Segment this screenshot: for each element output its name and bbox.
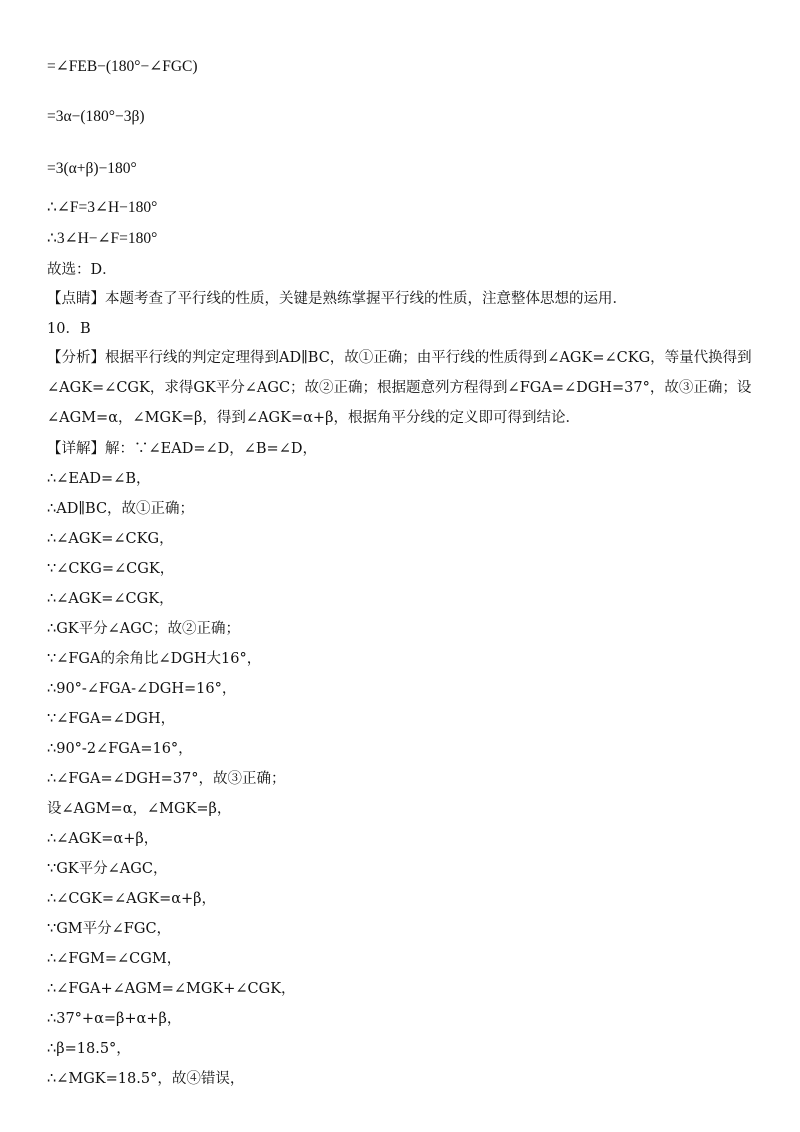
solution-line-9: ∴90°-∠FGA-∠DGH=16°， xyxy=(47,681,237,697)
analysis-line-3: ∠AGM=α，∠MGK=β，得到∠AGK=α+β，根据角平分线的定义即可得到结论． xyxy=(47,410,580,426)
solution-line-3: ∴AD∥BC，故①正确； xyxy=(47,501,195,517)
solution-line-4: ∴∠AGK=∠CKG， xyxy=(47,531,174,547)
solution-line-2: ∴∠EAD=∠B， xyxy=(47,471,151,487)
answer-choice-line: 故选：D． xyxy=(47,262,117,278)
solution-line-19: ∴∠FGA+∠AGM=∠MGK+∠CGK， xyxy=(47,981,296,997)
solution-line-18: ∴∠FGM=∠CGM， xyxy=(47,951,182,967)
equation-line-2: =3α−(180°−3β) xyxy=(47,108,145,125)
solution-line-12: ∴∠FGA=∠DGH=37°，故③正确； xyxy=(47,771,286,787)
solution-line-8: ∵∠FGA的余角比∠DGH大16°， xyxy=(47,651,262,667)
question-number: 10．B xyxy=(47,321,91,337)
solution-line-1: 【详解】解：∵∠EAD=∠D，∠B=∠D， xyxy=(47,441,317,457)
solution-line-17: ∵GM平分∠FGC， xyxy=(47,921,172,937)
conclusion-line-2: ∴3∠H−∠F=180° xyxy=(47,230,158,247)
solution-line-22: ∴∠MGK=18.5°，故④错误， xyxy=(47,1071,245,1087)
solution-line-16: ∴∠CGK=∠AGK=α+β， xyxy=(47,891,217,907)
analysis-line-2: ∠AGK=∠CGK，求得GK平分∠AGC；故②正确；根据题意列方程得到∠FGA=∠DGH=37°，故③正确；设 xyxy=(47,380,752,396)
solution-line-14: ∴∠AGK=α+β， xyxy=(47,831,159,847)
solution-line-5: ∵∠CKG=∠CGK， xyxy=(47,561,175,577)
solution-line-6: ∴∠AGK=∠CGK， xyxy=(47,591,174,607)
solution-line-21: ∴β=18.5°， xyxy=(47,1041,131,1057)
solution-line-10: ∵∠FGA=∠DGH， xyxy=(47,711,176,727)
equation-line-3: =3(α+β)−180° xyxy=(47,160,137,177)
equation-line-1: =∠FEB−(180°−∠FGC) xyxy=(47,58,198,75)
solution-line-7: ∴GK平分∠AGC；故②正确； xyxy=(47,621,240,637)
solution-line-13: 设∠AGM=α，∠MGK=β， xyxy=(47,801,232,817)
comment-line: 【点睛】本题考查了平行线的性质，关键是熟练掌握平行线的性质，注意整体思想的运用． xyxy=(47,291,627,307)
solution-line-15: ∵GK平分∠AGC， xyxy=(47,861,168,877)
analysis-line-1: 【分析】根据平行线的判定定理得到AD∥BC，故①正确；由平行线的性质得到∠AGK=∠CKG，等量代换得到 xyxy=(47,350,752,366)
conclusion-line-1: ∴∠F=3∠H−180° xyxy=(47,199,158,216)
solution-line-20: ∴37°+α=β+α+β， xyxy=(47,1011,182,1027)
solution-line-11: ∴90°-2∠FGA=16°， xyxy=(47,741,193,757)
